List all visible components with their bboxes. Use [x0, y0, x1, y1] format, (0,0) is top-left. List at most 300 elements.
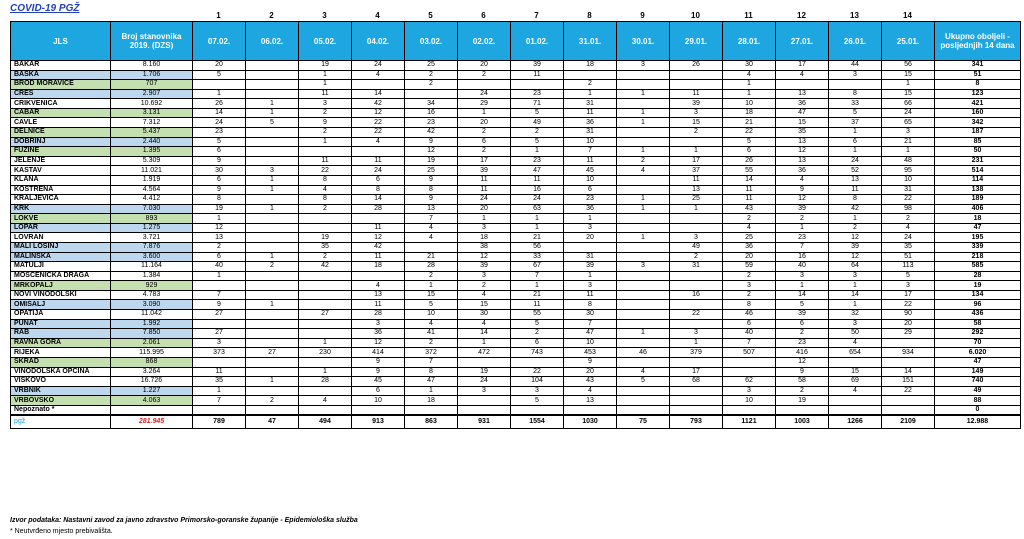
daily-cases-cell: 2	[829, 223, 882, 233]
daily-cases-cell: 6	[352, 386, 405, 396]
daily-cases-cell: 5	[617, 377, 670, 387]
table-row	[11, 70, 1021, 80]
municipality-name: CRIKVENICA	[11, 99, 111, 109]
table-row	[11, 405, 1021, 415]
municipality-name: ČAVLE	[11, 118, 111, 128]
daily-cases-cell	[246, 147, 299, 157]
daily-cases-cell	[246, 357, 299, 367]
daily-cases-cell	[617, 386, 670, 396]
page-title: COVID-19 PGŽ	[10, 3, 80, 14]
daily-cases-cell: 35	[882, 242, 935, 252]
daily-cases-cell: 19	[193, 204, 246, 214]
daily-cases-cell: 379	[670, 348, 723, 358]
daily-cases-cell: 67	[511, 262, 564, 272]
daily-cases-cell: 39	[776, 204, 829, 214]
header-date: 04.02.	[352, 22, 405, 61]
daily-cases-cell: 43	[564, 377, 617, 387]
daily-cases-cell: 6	[776, 319, 829, 329]
daily-cases-cell: 2	[246, 262, 299, 272]
daily-cases-cell: 42	[352, 242, 405, 252]
daily-cases-cell	[246, 405, 299, 415]
daily-cases-cell: 15	[882, 89, 935, 99]
population-cell: 1.227	[111, 386, 193, 396]
daily-cases-cell: 42	[829, 204, 882, 214]
population-cell: 4.412	[111, 195, 193, 205]
daily-cases-cell: 14	[776, 290, 829, 300]
daily-cases-cell: 1	[246, 377, 299, 387]
daily-cases-cell: 39	[776, 310, 829, 320]
table-row	[11, 357, 1021, 367]
daily-cases-cell: 8	[405, 185, 458, 195]
daily-cases-cell: 7	[723, 338, 776, 348]
daily-cases-cell: 64	[829, 262, 882, 272]
daily-cases-cell: 10	[882, 175, 935, 185]
daily-cases-cell: 21	[405, 252, 458, 262]
daily-cases-cell: 15	[776, 118, 829, 128]
total-cell: 187	[935, 128, 1021, 138]
daily-cases-cell	[193, 405, 246, 415]
daily-cases-cell	[458, 396, 511, 406]
daily-cases-cell: 2	[458, 70, 511, 80]
daily-cases-cell: 3	[511, 386, 564, 396]
header-total: Ukupno oboljeli - posljednjih 14 dana	[935, 22, 1021, 61]
daily-cases-cell: 31	[564, 128, 617, 138]
daily-cases-cell: 51	[882, 252, 935, 262]
daily-cases-cell: 18	[352, 262, 405, 272]
daily-cases-cell: 793	[670, 415, 723, 429]
daily-cases-cell: 41	[405, 329, 458, 339]
daily-cases-cell	[882, 357, 935, 367]
daily-cases-cell: 11	[352, 156, 405, 166]
daily-cases-cell: 18	[405, 396, 458, 406]
daily-cases-cell	[246, 223, 299, 233]
daily-cases-cell	[776, 405, 829, 415]
daily-cases-cell: 33	[511, 252, 564, 262]
daily-cases-cell	[564, 242, 617, 252]
daily-cases-cell: 1	[246, 99, 299, 109]
total-cell: 514	[935, 166, 1021, 176]
daily-cases-cell: 1	[617, 147, 670, 157]
daily-cases-cell: 23	[511, 156, 564, 166]
daily-cases-cell: 27	[246, 348, 299, 358]
daily-cases-cell: 3	[564, 281, 617, 291]
daily-cases-cell: 10	[564, 338, 617, 348]
daily-cases-cell: 1266	[829, 415, 882, 429]
daily-cases-cell: 95	[882, 166, 935, 176]
daily-cases-cell: 35	[193, 377, 246, 387]
daily-cases-cell: 1030	[564, 415, 617, 429]
daily-cases-cell: 1	[193, 89, 246, 99]
daily-cases-cell: 46	[617, 348, 670, 358]
daily-cases-cell	[352, 405, 405, 415]
header-date: 03.02.	[405, 22, 458, 61]
daily-cases-cell: 3	[617, 262, 670, 272]
daily-cases-cell: 2	[617, 156, 670, 166]
table-row	[11, 195, 1021, 205]
population-cell: 11.042	[111, 310, 193, 320]
daily-cases-cell: 40	[776, 262, 829, 272]
daily-cases-cell: 2	[723, 290, 776, 300]
daily-cases-cell: 29	[458, 99, 511, 109]
daily-cases-cell: 55	[723, 166, 776, 176]
daily-cases-cell	[670, 396, 723, 406]
table-row	[11, 80, 1021, 90]
daily-cases-cell: 4	[299, 396, 352, 406]
table-row	[11, 89, 1021, 99]
daily-cases-cell: 11	[564, 156, 617, 166]
daily-cases-cell: 22	[352, 128, 405, 138]
municipality-name: ČABAR	[11, 108, 111, 118]
total-cell: 339	[935, 242, 1021, 252]
total-cell: 160	[935, 108, 1021, 118]
daily-cases-cell: 28	[405, 262, 458, 272]
daily-cases-cell: 4	[829, 386, 882, 396]
daily-cases-cell: 8	[405, 367, 458, 377]
daily-cases-cell: 3	[882, 281, 935, 291]
daily-cases-cell: 2	[776, 386, 829, 396]
daily-cases-cell: 26	[723, 156, 776, 166]
table-row	[11, 262, 1021, 272]
daily-cases-cell: 12	[352, 233, 405, 243]
population-cell: 7.030	[111, 204, 193, 214]
header-date: 28.01.	[723, 22, 776, 61]
daily-cases-cell: 6	[352, 175, 405, 185]
daily-cases-cell: 8	[564, 300, 617, 310]
daily-cases-cell	[405, 405, 458, 415]
daily-cases-cell: 13	[829, 175, 882, 185]
daily-cases-cell	[670, 223, 723, 233]
daily-cases-cell: 22	[882, 386, 935, 396]
daily-cases-cell: 11	[670, 175, 723, 185]
table-row	[11, 281, 1021, 291]
daily-cases-cell	[617, 338, 670, 348]
table-row	[11, 271, 1021, 281]
daily-cases-cell: 7	[564, 147, 617, 157]
municipality-name: MALINSKA	[11, 252, 111, 262]
population-cell: 1.992	[111, 319, 193, 329]
daily-cases-cell: 8	[352, 185, 405, 195]
population-cell: 115.995	[111, 348, 193, 358]
daily-cases-cell: 5	[193, 70, 246, 80]
daily-cases-cell	[246, 338, 299, 348]
population-cell: 16.726	[111, 377, 193, 387]
column-number: 7	[534, 11, 539, 20]
daily-cases-cell: 11	[511, 300, 564, 310]
daily-cases-cell	[299, 281, 352, 291]
daily-cases-cell: 20	[564, 233, 617, 243]
population-cell: 10.692	[111, 99, 193, 109]
municipality-name: RIJEKA	[11, 348, 111, 358]
daily-cases-cell: 15	[405, 290, 458, 300]
daily-cases-cell: 27	[193, 310, 246, 320]
header-date: 27.01.	[776, 22, 829, 61]
municipality-name: PUNAT	[11, 319, 111, 329]
daily-cases-cell: 36	[776, 166, 829, 176]
daily-cases-cell: 22	[670, 310, 723, 320]
daily-cases-cell: 47	[405, 377, 458, 387]
column-number: 14	[903, 11, 912, 20]
daily-cases-cell: 12	[776, 357, 829, 367]
daily-cases-cell	[246, 80, 299, 90]
population-cell: 4.564	[111, 185, 193, 195]
population-cell: 7.312	[111, 118, 193, 128]
daily-cases-cell	[352, 80, 405, 90]
column-number: 1	[216, 11, 221, 20]
daily-cases-cell: 23	[564, 195, 617, 205]
daily-cases-cell: 11	[723, 185, 776, 195]
daily-cases-cell: 1	[511, 214, 564, 224]
table-row	[11, 118, 1021, 128]
municipality-name: KOSTRENA	[11, 185, 111, 195]
daily-cases-cell: 30	[193, 166, 246, 176]
daily-cases-cell: 931	[458, 415, 511, 429]
daily-cases-cell: 5	[511, 108, 564, 118]
daily-cases-cell: 37	[829, 118, 882, 128]
population-cell: 7.876	[111, 242, 193, 252]
daily-cases-cell: 39	[458, 166, 511, 176]
daily-cases-cell: 11	[511, 70, 564, 80]
daily-cases-cell	[299, 319, 352, 329]
total-cell: 70	[935, 338, 1021, 348]
daily-cases-cell	[617, 290, 670, 300]
daily-cases-cell: 789	[193, 415, 246, 429]
daily-cases-cell	[617, 80, 670, 90]
column-number: 10	[691, 11, 700, 20]
daily-cases-cell	[299, 290, 352, 300]
daily-cases-cell: 4	[405, 233, 458, 243]
daily-cases-cell: 9	[193, 156, 246, 166]
daily-cases-cell: 1003	[776, 415, 829, 429]
daily-cases-cell: 22	[723, 128, 776, 138]
daily-cases-cell	[617, 185, 670, 195]
daily-cases-cell: 4	[829, 338, 882, 348]
daily-cases-cell: 11	[352, 252, 405, 262]
daily-cases-cell: 52	[829, 166, 882, 176]
population-cell: 3.721	[111, 233, 193, 243]
daily-cases-cell: 11	[564, 108, 617, 118]
daily-cases-cell: 43	[723, 204, 776, 214]
population-cell: 929	[111, 281, 193, 291]
daily-cases-cell: 17	[670, 156, 723, 166]
daily-cases-cell: 8	[299, 195, 352, 205]
daily-cases-cell: 1	[511, 223, 564, 233]
daily-cases-cell: 27	[193, 329, 246, 339]
total-cell: 421	[935, 99, 1021, 109]
daily-cases-cell	[246, 290, 299, 300]
daily-cases-cell: 10	[723, 396, 776, 406]
daily-cases-cell: 28	[299, 377, 352, 387]
total-cell: 585	[935, 262, 1021, 272]
daily-cases-cell: 24	[458, 89, 511, 99]
daily-cases-cell: 20	[723, 252, 776, 262]
daily-cases-cell: 1	[193, 271, 246, 281]
daily-cases-cell: 28	[352, 204, 405, 214]
total-cell: 740	[935, 377, 1021, 387]
daily-cases-cell: 45	[564, 166, 617, 176]
header-date: 06.02.	[246, 22, 299, 61]
daily-cases-cell: 14	[723, 175, 776, 185]
daily-cases-cell: 1	[246, 185, 299, 195]
daily-cases-cell: 1	[829, 281, 882, 291]
daily-cases-cell: 7	[511, 271, 564, 281]
total-cell: 189	[935, 195, 1021, 205]
daily-cases-cell: 6	[511, 338, 564, 348]
daily-cases-cell: 18	[564, 61, 617, 71]
header-date: 05.02.	[299, 22, 352, 61]
daily-cases-cell: 743	[511, 348, 564, 358]
daily-cases-cell: 11	[723, 195, 776, 205]
daily-cases-cell: 42	[405, 128, 458, 138]
daily-cases-cell: 2	[246, 396, 299, 406]
daily-cases-cell: 36	[776, 99, 829, 109]
daily-cases-cell: 9	[776, 367, 829, 377]
daily-cases-cell: 7	[405, 357, 458, 367]
daily-cases-cell: 20	[458, 61, 511, 71]
total-cell: 292	[935, 329, 1021, 339]
daily-cases-cell: 14	[193, 108, 246, 118]
daily-cases-cell: 36	[564, 204, 617, 214]
daily-cases-cell: 11	[829, 185, 882, 195]
daily-cases-cell: 3	[458, 223, 511, 233]
daily-cases-cell: 24	[511, 195, 564, 205]
daily-cases-cell: 2	[776, 214, 829, 224]
daily-cases-cell: 14	[458, 329, 511, 339]
table-row	[11, 338, 1021, 348]
daily-cases-cell: 1	[882, 80, 935, 90]
total-cell: 12.988	[935, 415, 1021, 429]
daily-cases-cell: 1	[776, 281, 829, 291]
daily-cases-cell: 47	[511, 166, 564, 176]
daily-cases-cell: 12	[776, 147, 829, 157]
table-row	[11, 204, 1021, 214]
daily-cases-cell: 1	[246, 300, 299, 310]
daily-cases-cell	[617, 357, 670, 367]
table-row	[11, 108, 1021, 118]
daily-cases-cell: 15	[829, 367, 882, 377]
daily-cases-cell: 104	[511, 377, 564, 387]
daily-cases-cell	[564, 70, 617, 80]
daily-cases-cell: 23	[776, 233, 829, 243]
total-cell: 114	[935, 175, 1021, 185]
daily-cases-cell: 1	[617, 204, 670, 214]
daily-cases-cell	[670, 70, 723, 80]
daily-cases-cell: 24	[458, 195, 511, 205]
column-number: 3	[322, 11, 327, 20]
daily-cases-cell: 4	[405, 223, 458, 233]
daily-cases-cell	[617, 242, 670, 252]
total-cell: 58	[935, 319, 1021, 329]
daily-cases-cell: 16	[776, 252, 829, 262]
daily-cases-cell: 3	[352, 319, 405, 329]
municipality-name: BAŠKA	[11, 70, 111, 80]
daily-cases-cell: 3	[882, 128, 935, 138]
daily-cases-cell: 30	[723, 61, 776, 71]
daily-cases-cell	[511, 80, 564, 90]
daily-cases-cell: 31	[564, 252, 617, 262]
daily-cases-cell: 13	[193, 233, 246, 243]
daily-cases-cell: 21	[882, 137, 935, 147]
daily-cases-cell: 66	[882, 99, 935, 109]
daily-cases-cell: 1	[829, 214, 882, 224]
daily-cases-cell: 1	[882, 147, 935, 157]
daily-cases-cell: 38	[458, 242, 511, 252]
table-row	[11, 233, 1021, 243]
daily-cases-cell: 18	[723, 108, 776, 118]
daily-cases-cell: 12	[458, 252, 511, 262]
daily-cases-cell: 9	[193, 300, 246, 310]
daily-cases-cell: 3	[723, 386, 776, 396]
daily-cases-cell: 37	[670, 166, 723, 176]
column-number: 9	[640, 11, 645, 20]
daily-cases-cell	[299, 271, 352, 281]
daily-cases-cell: 28	[352, 310, 405, 320]
daily-cases-cell	[617, 396, 670, 406]
daily-cases-cell	[246, 233, 299, 243]
table-row	[11, 156, 1021, 166]
source-note: Izvor podataka: Nastavni zavod za javno zdravstvo Primorsko-goranske županije - Epidemiološka služba	[10, 517, 358, 524]
daily-cases-cell: 11	[352, 223, 405, 233]
daily-cases-cell: 1	[723, 80, 776, 90]
daily-cases-cell: 2	[405, 271, 458, 281]
daily-cases-cell: 3	[246, 166, 299, 176]
daily-cases-cell: 507	[723, 348, 776, 358]
daily-cases-cell: 1	[617, 118, 670, 128]
daily-cases-cell	[193, 281, 246, 291]
daily-cases-cell: 1	[299, 70, 352, 80]
daily-cases-cell	[246, 70, 299, 80]
population-cell: 1.395	[111, 147, 193, 157]
daily-cases-cell	[829, 357, 882, 367]
total-cell: 123	[935, 89, 1021, 99]
daily-cases-cell: 1	[670, 147, 723, 157]
municipality-name: LOVRAN	[11, 233, 111, 243]
daily-cases-cell: 372	[405, 348, 458, 358]
total-cell: 436	[935, 310, 1021, 320]
daily-cases-cell: 4	[299, 185, 352, 195]
daily-cases-cell: 2	[299, 252, 352, 262]
daily-cases-cell: 4	[776, 175, 829, 185]
municipality-name: MOŠĆENIČKA DRAGA	[11, 271, 111, 281]
daily-cases-cell: 19	[299, 233, 352, 243]
header-population: Broj stanovnika 2019. (DZS)	[111, 22, 193, 61]
daily-cases-cell: 2	[723, 271, 776, 281]
header-date: 25.01.	[882, 22, 935, 61]
daily-cases-cell: 472	[458, 348, 511, 358]
table-row	[11, 242, 1021, 252]
daily-cases-cell: 913	[352, 415, 405, 429]
daily-cases-cell: 20	[193, 61, 246, 71]
total-cell: 50	[935, 147, 1021, 157]
population-cell: 4.783	[111, 290, 193, 300]
daily-cases-cell: 30	[458, 310, 511, 320]
daily-cases-cell: 55	[511, 310, 564, 320]
daily-cases-cell: 9	[299, 118, 352, 128]
daily-cases-cell	[723, 405, 776, 415]
municipality-name: RAB	[11, 329, 111, 339]
daily-cases-cell	[829, 80, 882, 90]
column-number: 6	[481, 11, 486, 20]
daily-cases-cell	[246, 61, 299, 71]
daily-cases-cell	[617, 310, 670, 320]
daily-cases-cell: 11	[299, 89, 352, 99]
daily-cases-cell	[246, 156, 299, 166]
daily-cases-cell: 2	[405, 338, 458, 348]
municipality-name: KLANA	[11, 175, 111, 185]
column-number: 12	[797, 11, 806, 20]
table-header-row	[11, 22, 1021, 61]
daily-cases-cell: 13	[776, 156, 829, 166]
daily-cases-cell: 17	[458, 156, 511, 166]
